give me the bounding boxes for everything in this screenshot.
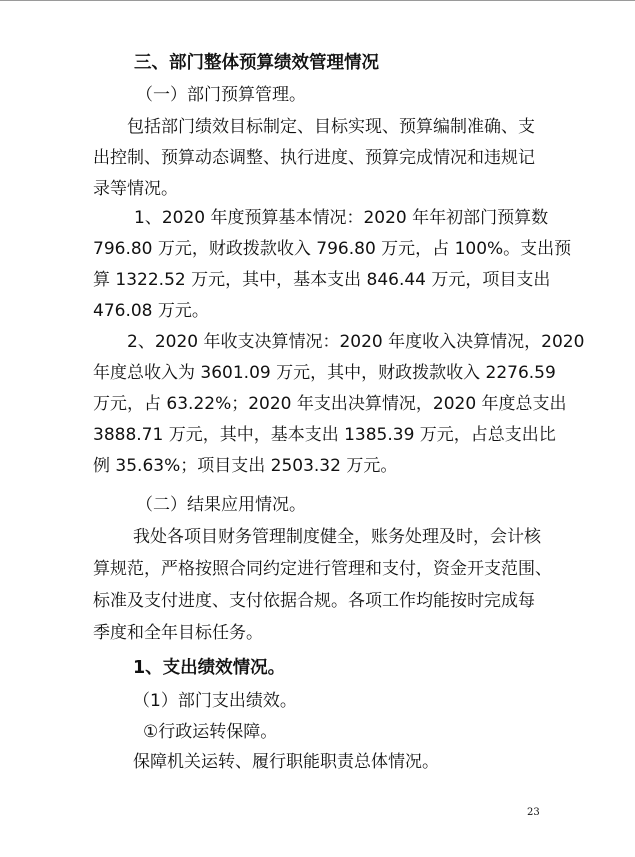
- paragraph-line: 例 35.63%；项目支出 2503.32 万元。: [93, 456, 398, 476]
- paragraph-line: 796.80 万元，财政拨款收入 796.80 万元，占 100%。支出预: [93, 239, 572, 259]
- paragraph-line: 算 1322.52 万元，其中，基本支出 846.44 万元，项目支出: [93, 270, 551, 290]
- section-heading: 三、部门整体预算绩效管理情况: [134, 53, 379, 73]
- paragraph-line: 标准及支付进度、支付依据合规。各项工作均能按时完成每: [93, 591, 535, 611]
- paragraph-line: 万元，占 63.22%；2020 年支出决算情况，2020 年度总支出: [93, 394, 567, 414]
- paragraph-line: 476.08 万元。: [93, 301, 209, 321]
- paragraph-line: 录等情况。: [93, 179, 178, 199]
- paragraph-line: 保障机关运转、履行职能职责总体情况。: [133, 752, 439, 772]
- list-item-department-expenditure: （1）部门支出绩效。: [133, 691, 297, 711]
- paragraph-line: 季度和全年目标任务。: [93, 623, 263, 643]
- paragraph-line: 年度总收入为 3601.09 万元，其中，财政拨款收入 2276.59: [93, 363, 556, 383]
- expenditure-heading: 1、支出绩效情况。: [133, 658, 286, 678]
- list-item-admin-operation: ①行政运转保障。: [143, 722, 278, 742]
- paragraph-line: 1、2020 年度预算基本情况：2020 年年初部门预算数: [134, 208, 549, 228]
- paragraph-line: 算规范，严格按照合同约定进行管理和支付，资金开支范围、: [93, 559, 552, 579]
- paragraph-line: 包括部门绩效目标制定、目标实现、预算编制准确、支: [127, 117, 535, 137]
- subheading-result-application: （二）结果应用情况。: [136, 495, 306, 515]
- paragraph-line: 我处各项目财务管理制度健全，账务处理及时，会计核: [133, 527, 541, 547]
- paragraph-line: 出控制、预算动态调整、执行进度、预算完成情况和违规记: [93, 148, 535, 168]
- subheading-budget-management: （一）部门预算管理。: [136, 85, 306, 105]
- page-number: 23: [527, 807, 540, 818]
- paragraph-line: 2、2020 年收支决算情况：2020 年度收入决算情况，2020: [127, 332, 585, 352]
- paragraph-line: 3888.71 万元，其中，基本支出 1385.39 万元，占总支出比: [93, 425, 556, 445]
- page-top-border: [0, 0, 635, 1]
